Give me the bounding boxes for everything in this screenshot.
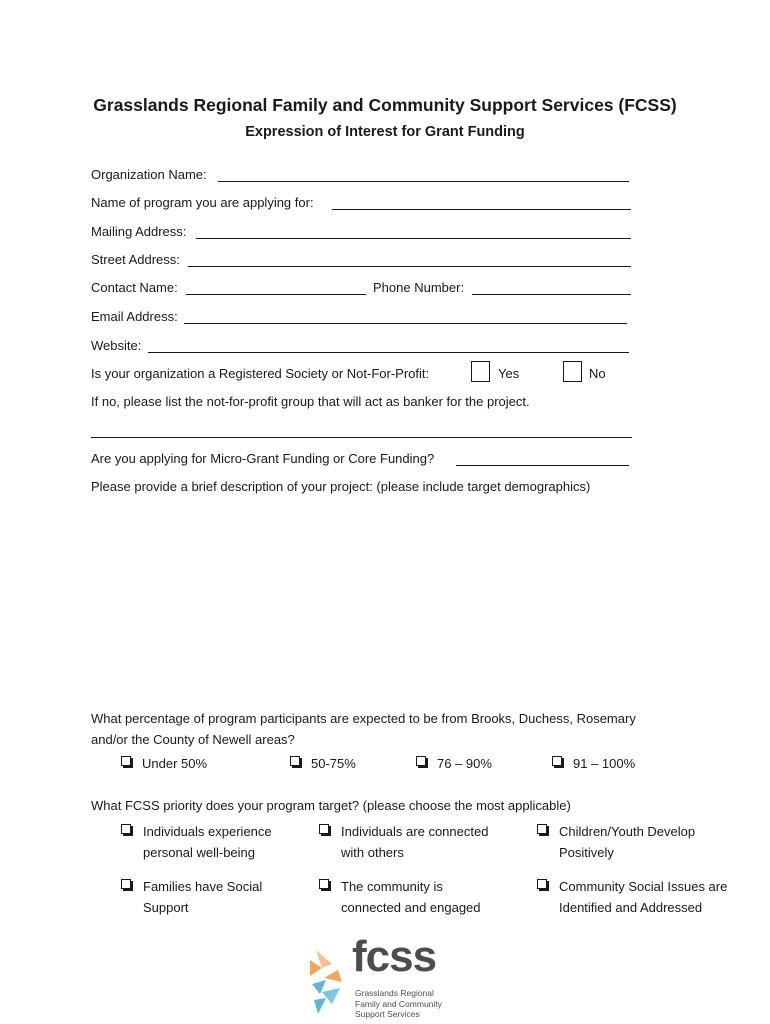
option-label-line1: Families have Social (143, 879, 263, 894)
checkbox-icon (537, 824, 547, 834)
checkbox-icon (416, 756, 426, 766)
funding-type-field[interactable] (456, 465, 629, 466)
option-label: Under 50% (142, 756, 208, 771)
contact-name-label: Contact Name: (91, 280, 178, 295)
yes-label: Yes (498, 366, 520, 381)
form-subtitle: Expression of Interest for Grant Funding (245, 124, 525, 140)
program-name-label: Name of program you are applying for: (91, 195, 314, 210)
fcss-logo-mark-icon (308, 942, 348, 1020)
option-label-line1: The community is (341, 879, 443, 894)
website-field[interactable] (148, 352, 629, 353)
option-label: 50-75% (311, 756, 356, 771)
if-no-instruction: If no, please list the not-for-profit group that will act as banker for the project. (91, 394, 530, 409)
logo-caption (355, 988, 442, 1020)
website-label: Website: (91, 338, 142, 353)
checkbox-icon (537, 879, 547, 889)
option-label: 76 – 90% (437, 756, 492, 771)
checkbox-icon (121, 756, 131, 766)
option-label-line2: with others (341, 844, 404, 860)
no-checkbox[interactable] (563, 361, 582, 382)
mailing-address-field[interactable] (196, 238, 631, 239)
fcss-wordmark: fcss (352, 932, 437, 981)
street-address-label: Street Address: (91, 252, 180, 267)
checkbox-icon (290, 756, 300, 766)
registered-question: Is your organization a Registered Society or Not-For-Profit: (91, 366, 430, 381)
priority-question: What FCSS priority does your program target? (please choose the most applicable) (91, 798, 571, 813)
org-name-field[interactable] (218, 181, 629, 182)
phone-number-label: Phone Number: (373, 280, 465, 295)
option-label-line2: Support (143, 899, 189, 915)
form-title: Grasslands Regional Family and Community Support Services (FCSS) (93, 95, 677, 115)
contact-name-field[interactable] (186, 294, 366, 295)
checkbox-icon (552, 756, 562, 766)
no-label: No (589, 366, 606, 381)
option-label-line2: personal well-being (143, 844, 256, 860)
checkbox-icon (319, 824, 329, 834)
funding-type-question: Are you applying for Micro-Grant Funding or Core Funding? (91, 451, 435, 466)
logo-line3: Support Services (355, 1009, 420, 1019)
option-label-line2: Identified and Addressed (559, 899, 703, 915)
option-label-line1: Community Social Issues are (559, 879, 728, 894)
percentage-question-line1: What percentage of program participants are expected to be from Brooks, Duchess, Rosemary (91, 711, 636, 726)
yes-checkbox[interactable] (471, 361, 490, 382)
option-label-line1: Children/Youth Develop (559, 824, 696, 839)
logo-line1: Grasslands Regional (355, 988, 434, 998)
fcss-logo (308, 932, 468, 1022)
option-label-line1: Individuals are connected (341, 824, 489, 839)
checkbox-icon (319, 879, 329, 889)
project-description-area[interactable] (91, 500, 632, 700)
logo-line2: Family and Community (355, 998, 442, 1009)
street-address-field[interactable] (188, 266, 631, 267)
option-label: 91 – 100% (573, 756, 636, 771)
banker-group-field[interactable] (91, 437, 632, 438)
option-label-line1: Individuals experience (143, 824, 272, 839)
org-name-label: Organization Name: (91, 167, 207, 182)
option-label-line2: Positively (559, 844, 614, 860)
phone-number-field[interactable] (472, 294, 631, 295)
checkbox-icon (121, 824, 131, 834)
checkbox-icon (121, 879, 131, 889)
program-name-field[interactable] (332, 209, 631, 210)
mailing-address-label: Mailing Address: (91, 224, 187, 239)
option-label-line2: connected and engaged (341, 899, 481, 915)
percentage-question-line2: and/or the County of Newell areas? (91, 732, 295, 747)
email-address-label: Email Address: (91, 309, 178, 324)
email-address-field[interactable] (184, 323, 627, 324)
project-description-prompt: Please provide a brief description of your project: (please include target demographics) (91, 479, 591, 494)
